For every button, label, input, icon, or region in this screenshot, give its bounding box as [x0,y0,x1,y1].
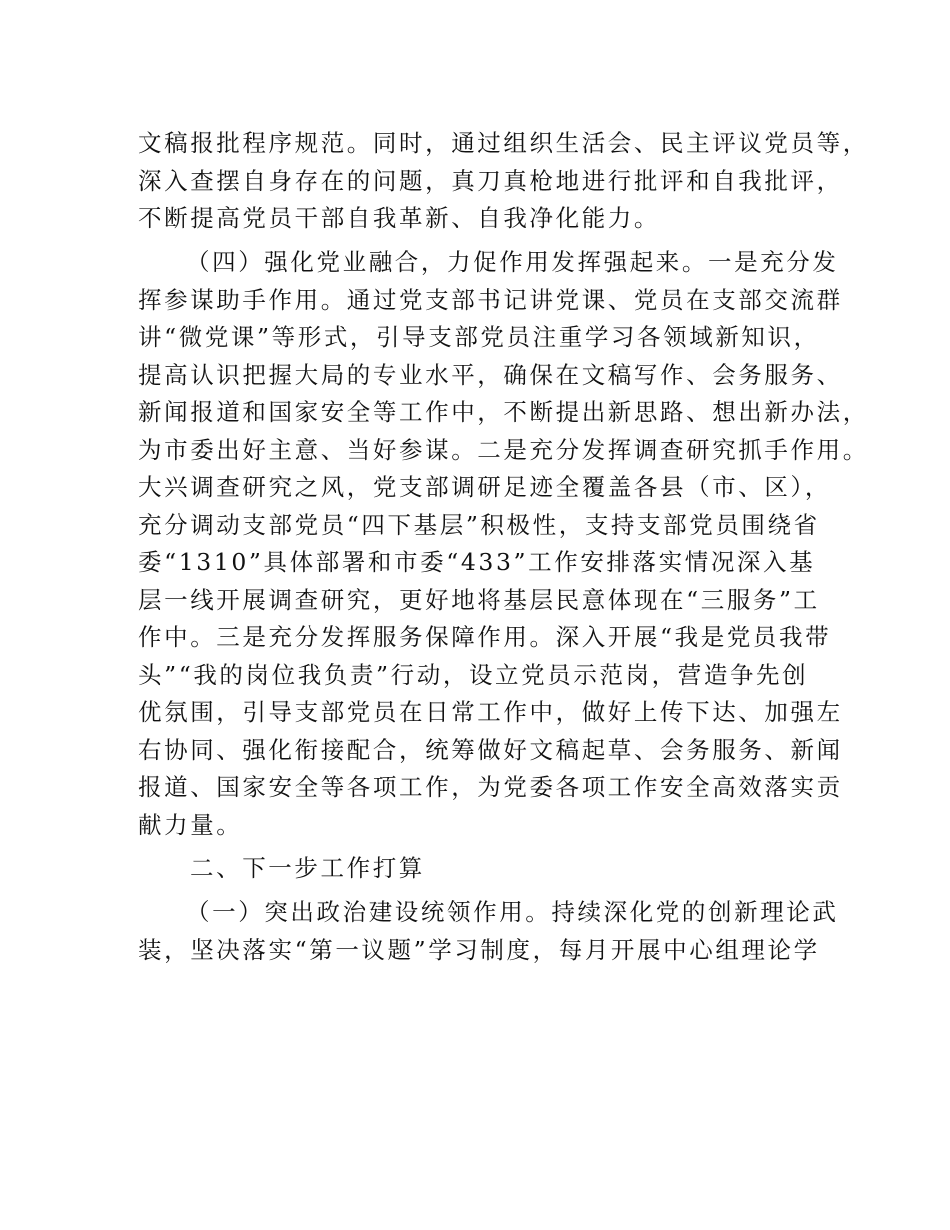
text-line: 献力量。 [138,810,243,839]
text-line: 提高认识把握大局的专业水平，确保在文稿写作、会务服务、 [138,360,843,389]
text-line: 充分调动支部党员“四下基层”积极性，支持支部党员围绕省 [138,510,820,539]
text-line: 委“1310”具体部署和市委“433”工作安排落实情况深入基 [138,548,816,576]
text-line: 大兴调查研究之风，党支部调研足迹全覆盖各县（市、区）， [138,473,831,501]
text-line: 为市委出好主意、当好参谋。二是充分发挥调查研究抓手作用。 [138,435,869,464]
text-line: 新闻报道和国家安全等工作中，不断提出新思路、想出新办法， [138,398,869,426]
text-line: 作中。三是充分发挥服务保障作用。深入开展“我是党员我带 [138,623,832,651]
text-line: 层一线开展调查研究，更好地将基层民意体现在“三服务”工 [138,585,820,614]
text-line: 报道、国家安全等各项工作，为党委各项工作安全高效落实贡 [138,773,843,801]
text-line: （四）强化党业融合，力促作用发挥强起来。一是充分发 [186,248,839,276]
text-line: 右协同、强化衔接配合，统筹做好文稿起草、会务服务、新闻 [138,735,843,764]
text-line: 深入查摆自身存在的问题，真刀真枪地进行批评和自我批评， [138,166,843,195]
text-line: 装，坚决落实“第一议题”学习制度，每月开展中心组理论学 [138,935,820,964]
text-line: 讲“微党课”等形式，引导支部党员注重学习各领域新知识， [138,323,820,351]
text-line: 优氛围，引导支部党员在日常工作中，做好上传下达、加强左 [138,698,843,726]
text-line: （一）突出政治建设统领作用。持续深化党的创新理论武 [186,898,839,926]
heading-text: 二、下一步工作打算 [190,854,425,882]
text-line: 挥参谋助手作用。通过党支部书记讲党课、党员在支部交流群 [138,285,843,314]
text-line: 文稿报批程序规范。同时，通过组织生活会、民主评议党员等， [138,129,869,157]
text-line: 不断提高党员干部自我革新、自我净化能力。 [138,204,660,232]
text-line: 头”“我的岗位我负责”行动，设立党员示范岗，营造争先创 [138,660,809,689]
